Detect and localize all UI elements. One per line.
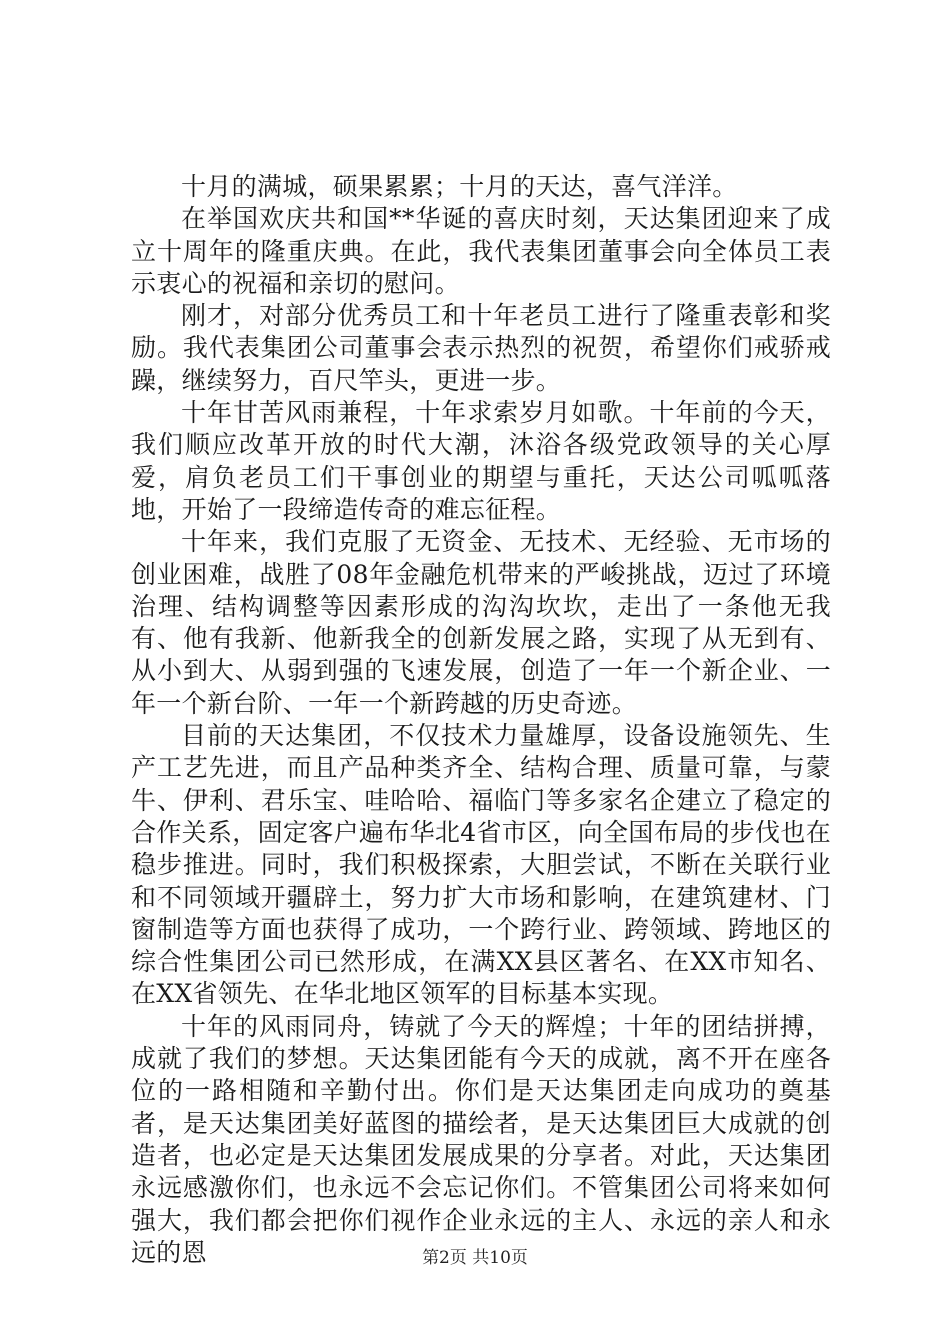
paragraph-3: 刚才，对部分优秀员工和十年老员工进行了隆重表彰和奖励。我代表集团公司董事会表示热烈的祝贺，希望你们戒骄戒躁，继续努力，百尺竿头，更进一步。 [131, 301, 831, 395]
paragraph-2: 在举国欢庆共和国**华诞的喜庆时刻，天达集团迎来了成立十周年的隆重庆典。在此，我代表集团董事会向全体员工表示衷心的祝福和亲切的慰问。 [131, 204, 831, 298]
paragraph-1: 十月的满城，硕果累累；十月的天达，喜气洋洋。 [181, 172, 738, 201]
document-body [131, 171, 831, 1269]
paragraph-6: 目前的天达集团，不仅技术力量雄厚，设备设施领先、生产工艺先进，而且产品种类齐全、结构合理、质量可靠，与蒙牛、伊利、君乐宝、哇哈哈、福临门等多家名企建立了稳定的合作关系，固定客户遍布华北4省市区，向全国布局的步伐也在稳步推进。同时，我们积极探索，大胆尝试，不断在关联行业和不同领域开疆辟土，努力扩大市场和影响，在建筑建材、门窗制造等方面也获得了成功，一个跨行业、跨领域、跨地区的综合性集团公司已然形成，在满XX县区著名、在XX市知名、在XX省领先、在华北地区领军的目标基本实现。 [131, 721, 831, 1009]
page-number-footer: 第2页 共10页 [422, 1248, 528, 1268]
paragraph-7: 十年的风雨同舟，铸就了今天的辉煌；十年的团结拼搏，成就了我们的梦想。天达集团能有今天的成就，离不开在座各位的一路相随和辛勤付出。你们是天达集团走向成功的奠基者，是天达集团美好蓝图的描绘者，是天达集团巨大成就的创造者，也必定是天达集团发展成果的分享者。对此，天达集团永远感激你们，也永远不会忘记你们。不管集团公司将来如何强大，我们都会把你们视作企业永远的主人、永远的亲人和永远的恩 [131, 1011, 831, 1267]
paragraph-5: 十年来，我们克服了无资金、无技术、无经验、无市场的创业困难，战胜了08年金融危机带来的严峻挑战，迈过了环境治理、结构调整等因素形成的沟沟坎坎，走出了一条他无我有、他有我新、他新我全的创新发展之路，实现了从无到有、从小到大、从弱到强的飞速发展，创造了一年一个新企业、一年一个新台阶、一年一个新跨越的历史奇迹。 [131, 527, 831, 718]
paragraph-4: 十年甘苦风雨兼程，十年求索岁月如歌。十年前的今天，我们顺应改革开放的时代大潮，沐浴各级党政领导的关心厚爱，肩负老员工们干事创业的期望与重托，天达公司呱呱落地，开始了一段缔造传奇的难忘征程。 [131, 398, 831, 524]
